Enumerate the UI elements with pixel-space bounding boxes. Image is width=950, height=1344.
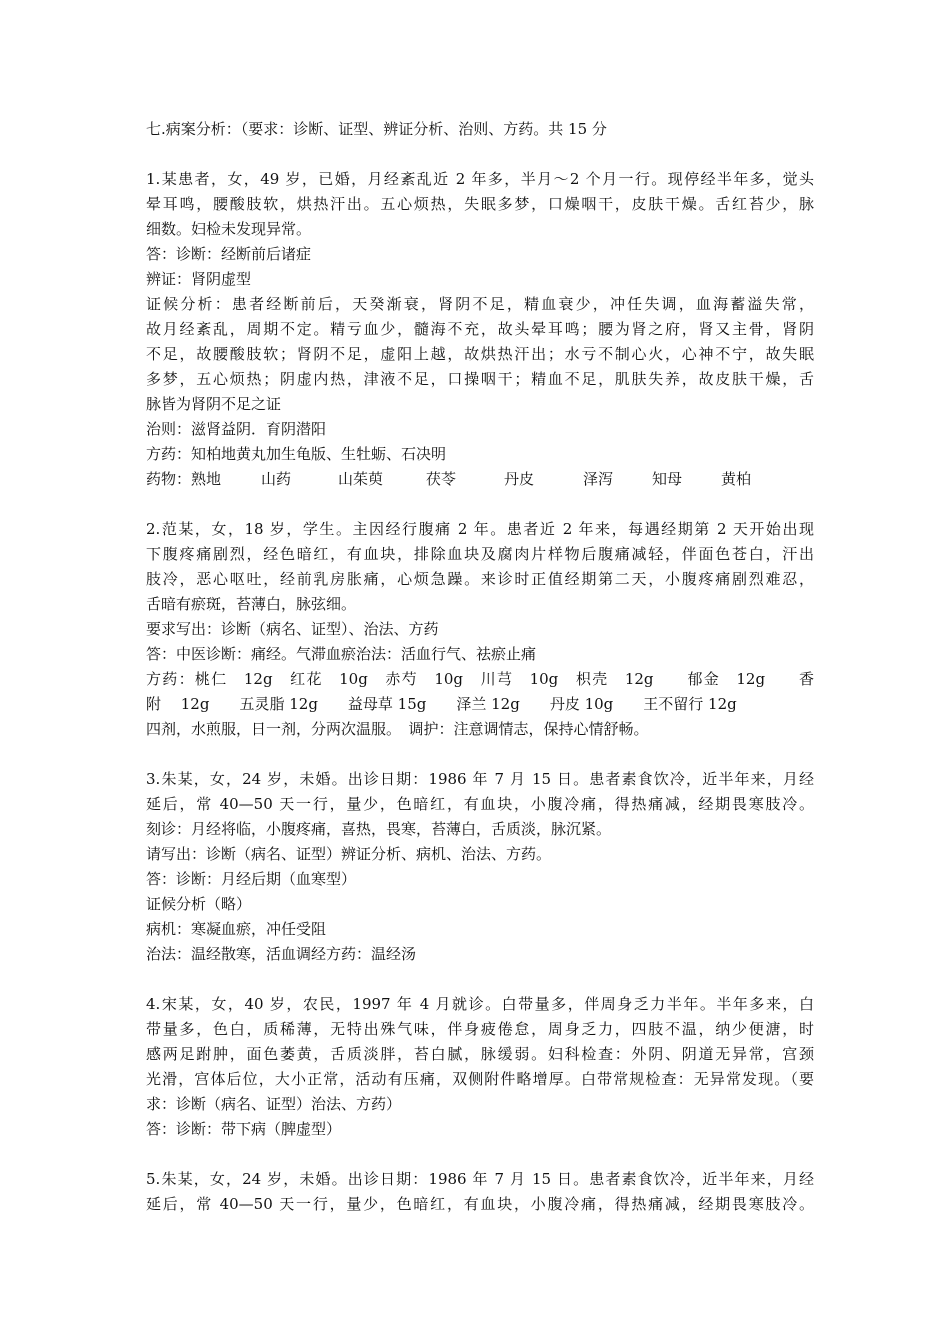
case-2-requirement: 要求写出：诊断（病名、证型）、治法、方药 (146, 620, 439, 638)
case-2-prescription-line: 方药：桃仁 12g 红花 10g 赤芍 10g 川芎 10g 枳壳 12g 郁金 12g 香 (146, 670, 814, 688)
case-1-analysis-line: 多梦，五心烦热；阴虚内热，津液不足，口操咽干；精血不足，肌肤失养，故皮肤干燥，舌 (146, 370, 814, 388)
medicine-label: 药物：熟地 (146, 470, 222, 488)
case-2-line: 下腹疼痛剧烈，经色暗红，有血块，排除血块及腐肉片样物后腹痛减轻，伴面色苍白，汗出 (146, 545, 814, 563)
case-4-line: 感两足跗肿，面色萎黄，舌质淡胖，苔白腻，脉缓弱。妇科检查：外阴、阴道无异常，宫颈 (146, 1045, 814, 1063)
case-1-prescription: 方药：知柏地黄丸加生龟版、生牡蛎、石决明 (146, 445, 447, 463)
case-4-diagnosis: 答：诊断：带下病（脾虚型） (146, 1120, 342, 1138)
section-title: 七.病案分析：（要求：诊断、证型、辨证分析、治则、方药。共 15 分 (146, 120, 607, 138)
case-2-line: 2.范某，女，18 岁，学生。主因经行腹痛 2 年。患者近 2 年来，每遇经期第 2 天开始出现 (146, 520, 814, 538)
case-2 (146, 517, 814, 742)
case-3-line: 刻诊：月经将临，小腹疼痛，喜热，畏寒，苔薄白，舌质淡，脉沉紧。 (146, 820, 612, 838)
case-2-administration: 四剂，水煎服，日一剂，分两次温服。 调护：注意调情志，保持心情舒畅。 (146, 720, 649, 738)
case-1-line: 1.某患者，女，49 岁，已婚，月经紊乱近 2 年多，半月～2 个月一行。现停经半年多，觉头 (146, 170, 814, 188)
spacer (146, 742, 814, 767)
medicine-item: 山药 (261, 470, 292, 488)
case-1-pattern: 辨证：肾阴虚型 (146, 270, 252, 288)
case-1-treatment-principle: 治则：滋肾益阴．育阴潜阳 (146, 420, 327, 438)
case-3-diagnosis: 答：诊断：月经后期（血寒型） (146, 870, 357, 888)
spacer (146, 1142, 814, 1167)
case-4-line: 光滑，宫体后位，大小正常，活动有压痛，双侧附件略增厚。白带常规检查：无异常发现。（要 (146, 1070, 814, 1088)
case-5 (146, 1167, 814, 1217)
case-2-line: 肢冷，恶心呕吐，经前乳房胀痛，心烦急躁。来诊时正值经期第二天，小腹疼痛剧烈难忍， (146, 570, 814, 588)
case-1-analysis-line: 脉皆为肾阴不足之证 (146, 395, 282, 413)
case-3-pathogenesis: 病机：寒凝血瘀，冲任受阻 (146, 920, 327, 938)
case-3-requirement: 请写出：诊断（病名、证型）辨证分析、病机、治法、方药。 (146, 845, 552, 863)
case-3-treatment: 治法：温经散寒，活血调经方药：温经汤 (146, 945, 417, 963)
spacer (146, 967, 814, 992)
case-2-prescription-line: 附 12g 五灵脂 12g 益母草 15g 泽兰 12g 丹皮 10g 王不留行 12g (146, 695, 737, 713)
spacer (146, 142, 814, 167)
medicine-item: 黄柏 (721, 470, 752, 488)
case-3-line: 延后，常 40—50 天一行，量少，色暗红，有血块，小腹冷痛，得热痛减，经期畏寒肢冷。 (146, 795, 814, 813)
case-4-line: 4.宋某，女，40 岁，农民，1997 年 4 月就诊。白带量多，伴周身乏力半年。半年多来，白 (146, 995, 814, 1013)
medicine-item: 泽泻 (583, 470, 614, 488)
medicine-item: 山茱萸 (338, 470, 384, 488)
case-1-medicine-list (146, 467, 814, 492)
case-4-line: 求：诊断（病名、证型）治法、方药） (146, 1095, 402, 1113)
case-4 (146, 992, 814, 1142)
case-1-line: 细数。妇检未发现异常。 (146, 220, 312, 238)
medicine-item: 知母 (652, 470, 683, 488)
case-1 (146, 167, 814, 492)
case-2-line: 舌暗有瘀斑，苔薄白，脉弦细。 (146, 595, 357, 613)
case-5-line: 5.朱某，女，24 岁，未婚。出诊日期：1986 年 7 月 15 日。患者素食饮冷，近半年来，月经 (146, 1170, 814, 1188)
document-page (146, 117, 814, 1217)
case-3-line: 3.朱某，女，24 岁，未婚。出诊日期：1986 年 7 月 15 日。患者素食饮冷，近半年来，月经 (146, 770, 814, 788)
spacer (146, 492, 814, 517)
case-1-analysis-line: 证候分析：患者经断前后，天癸渐衰，肾阴不足，精血衰少，冲任失调，血海蓄溢失常， (146, 295, 814, 313)
case-1-diagnosis: 答：诊断：经断前后诸症 (146, 245, 312, 263)
medicine-item: 丹皮 (504, 470, 535, 488)
case-5-line: 延后，常 40—50 天一行，量少，色暗红，有血块，小腹冷痛，得热痛减，经期畏寒肢冷。 (146, 1195, 814, 1213)
case-4-line: 带量多，色白，质稀薄，无特出殊气味，伴身疲倦怠，周身乏力，四肢不温，纳少便溏，时 (146, 1020, 814, 1038)
case-3 (146, 767, 814, 967)
case-1-analysis-line: 不足，故腰酸肢软；肾阴不足，虚阳上越，故烘热汗出；水亏不制心火，心神不宁，故失眠 (146, 345, 814, 363)
case-2-answer: 答：中医诊断：痛经。气滞血瘀治法：活血行气、祛瘀止痛 (146, 645, 537, 663)
case-3-analysis: 证候分析（略） (146, 895, 252, 913)
case-1-line: 晕耳鸣，腰酸肢软，烘热汗出。五心烦热，失眠多梦，口燥咽干，皮肤干燥。舌红苔少，脉 (146, 195, 814, 213)
medicine-item: 茯苓 (426, 470, 457, 488)
case-1-analysis-line: 故月经紊乱，周期不定。精亏血少，髓海不充，故头晕耳鸣；腰为肾之府，肾又主骨，肾阴 (146, 320, 814, 338)
